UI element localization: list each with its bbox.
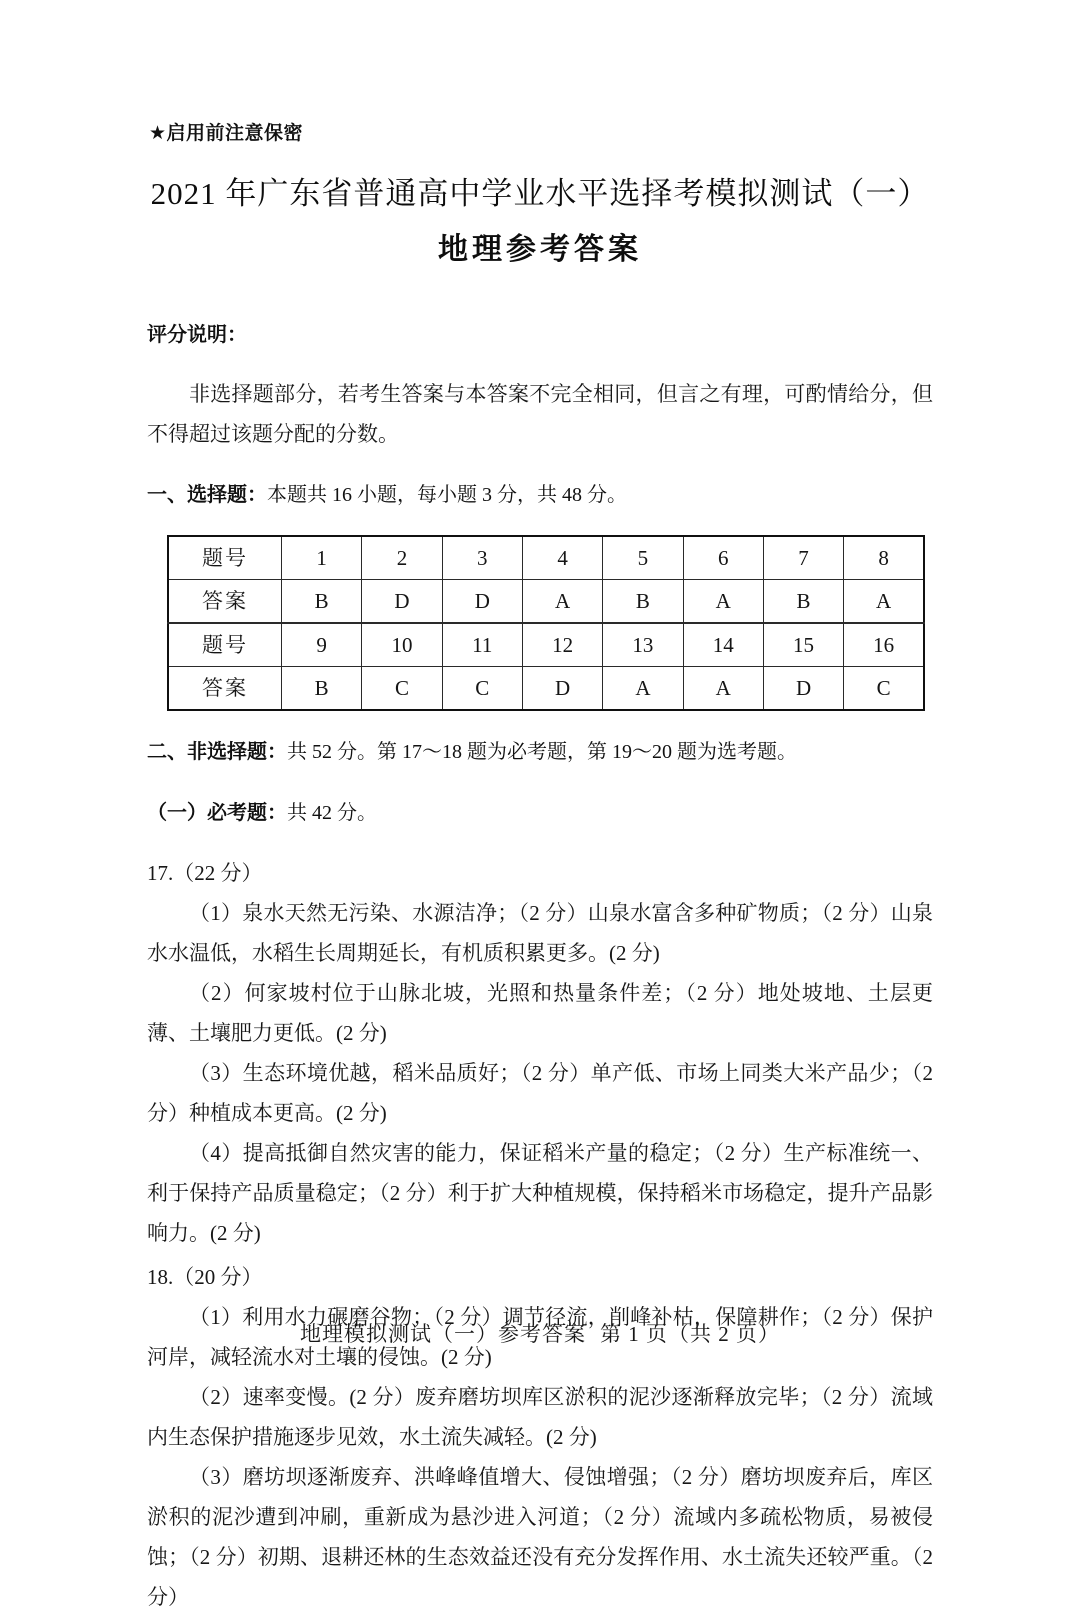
table-cell: B: [282, 667, 362, 711]
table-cell: D: [763, 667, 843, 711]
table-cell: A: [683, 580, 763, 624]
secrecy-notice: [149, 120, 933, 146]
page-subtitle: 地理参考答案: [438, 232, 642, 267]
question-17-number: 17.（22 分）: [147, 861, 263, 885]
section-two: [147, 731, 933, 833]
page-title: 2021 年广东省普通高中学业水平选择考模拟测试（一）: [150, 176, 930, 211]
table-cell: A: [522, 580, 602, 624]
section-two-heading-rest: 共 52 分。第 17～18 题为必考题，第 19～20 题为选考题。: [287, 741, 797, 763]
question-17-item-1: （1）泉水天然无污染、水源洁净；（2 分）山泉水富含多种矿物质；（2 分）山泉水水温低，水稻生长周期延长，有机质积累更多。(2 分): [147, 901, 933, 965]
footer-page-number: 第 1 页（共 2 页）: [600, 1322, 780, 1346]
question-17-item-4: （4）提高抵御自然灾害的能力，保证稻米产量的稳定；（2 分）生产标准统一、利于保持产品质量稳定；（2 分）利于扩大种植规模，保持稻米市场稳定，提升产品影响力。(2 分): [147, 1141, 933, 1245]
table-cell: A: [844, 580, 924, 624]
table-cell: 2: [362, 536, 442, 580]
table-cell: B: [763, 580, 843, 624]
table-cell: C: [442, 667, 522, 711]
table-cell: C: [362, 667, 442, 711]
section-one-heading: [147, 474, 933, 515]
table-cell: 5: [603, 536, 683, 580]
table-cell: 9: [282, 623, 362, 667]
table-row-numbers-1: [168, 536, 924, 580]
footer-subject: 地理模拟测试（一）参考答案: [300, 1322, 586, 1346]
table-cell: 15: [763, 623, 843, 667]
section-two-heading-bold: 二、非选择题：: [147, 739, 287, 763]
row-label-number: 题号: [168, 536, 282, 580]
table-cell: 1: [282, 536, 362, 580]
table-row-numbers-2: [168, 623, 924, 667]
table-cell: 3: [442, 536, 522, 580]
section-two-subheading-rest: 共 42 分。: [287, 802, 377, 824]
section-one: [147, 474, 933, 515]
table-cell: 14: [683, 623, 763, 667]
question-18-item-3: （3）磨坊坝逐渐废弃、洪峰峰值增大、侵蚀增强；（2 分）磨坊坝废弃后，库区淤积的泥沙遭到冲刷，重新成为悬沙进入河道；（2 分）流域内多疏松物质，易被侵蚀；（2 分）初期、退耕还林的生态效益还没有充分发挥作用、水土流失还较严重。（2 分）: [147, 1465, 933, 1609]
table-cell: D: [362, 580, 442, 624]
table-cell: 8: [844, 536, 924, 580]
section-one-heading-rest: 本题共 16 小题，每小题 3 分，共 48 分。: [267, 484, 627, 506]
question-18-item-2: （2）速率变慢。(2 分）废弃磨坊坝库区淤积的泥沙逐渐释放完毕；（2 分）流域内生态保护措施逐步见效，水土流失减轻。(2 分): [147, 1385, 933, 1449]
table-cell: A: [683, 667, 763, 711]
secrecy-notice-text: ★启用前注意保密: [149, 122, 304, 144]
scoring-explanation-heading: 评分说明：: [147, 322, 247, 346]
table-cell: B: [603, 580, 683, 624]
question-18: [147, 1257, 933, 1617]
table-cell: 12: [522, 623, 602, 667]
table-cell: D: [442, 580, 522, 624]
question-17-item-2: （2）何家坡村位于山脉北坡，光照和热量条件差；（2 分）地处坡地、土层更薄、土壤肥力更低。(2 分): [147, 981, 933, 1045]
table-cell: 11: [442, 623, 522, 667]
page-footer: [0, 1318, 1080, 1348]
section-two-heading: [147, 731, 933, 772]
multiple-choice-answer-table: [167, 535, 925, 711]
row-label-answer: 答案: [168, 667, 282, 711]
question-17-item-3: （3）生态环境优越，稻米品质好；（2 分）单产低、市场上同类大米产品少；（2 分）种植成本更高。(2 分): [147, 1061, 933, 1125]
table-cell: B: [282, 580, 362, 624]
table-cell: 6: [683, 536, 763, 580]
table-cell: 16: [844, 623, 924, 667]
table-row-answers-2: [168, 667, 924, 711]
table-cell: D: [522, 667, 602, 711]
question-18-number: 18.（20 分）: [147, 1265, 263, 1289]
table-cell: C: [844, 667, 924, 711]
row-label-number: 题号: [168, 623, 282, 667]
table-cell: A: [603, 667, 683, 711]
row-label-answer: 答案: [168, 580, 282, 624]
table-cell: 13: [603, 623, 683, 667]
question-18-item-1: （1）利用水力碾磨谷物；（2 分）调节径流，削峰补枯，保障耕作；（2 分）保护河岸，减轻流水对土壤的侵蚀。(2 分): [147, 1305, 933, 1369]
scoring-explanation: [147, 314, 933, 454]
question-17: [147, 853, 933, 1253]
page-content: [147, 120, 933, 1621]
scoring-explanation-text: 非选择题部分，若考生答案与本答案不完全相同，但言之有理，可酌情给分，但不得超过该题分配的分数。: [147, 382, 933, 446]
section-two-subheading: [147, 792, 933, 833]
table-cell: 4: [522, 536, 602, 580]
table-cell: 7: [763, 536, 843, 580]
table-cell: 10: [362, 623, 442, 667]
section-one-heading-bold: 一、选择题：: [147, 482, 267, 506]
section-two-subheading-bold: （一）必考题：: [147, 800, 287, 824]
table-row-answers-1: [168, 580, 924, 624]
